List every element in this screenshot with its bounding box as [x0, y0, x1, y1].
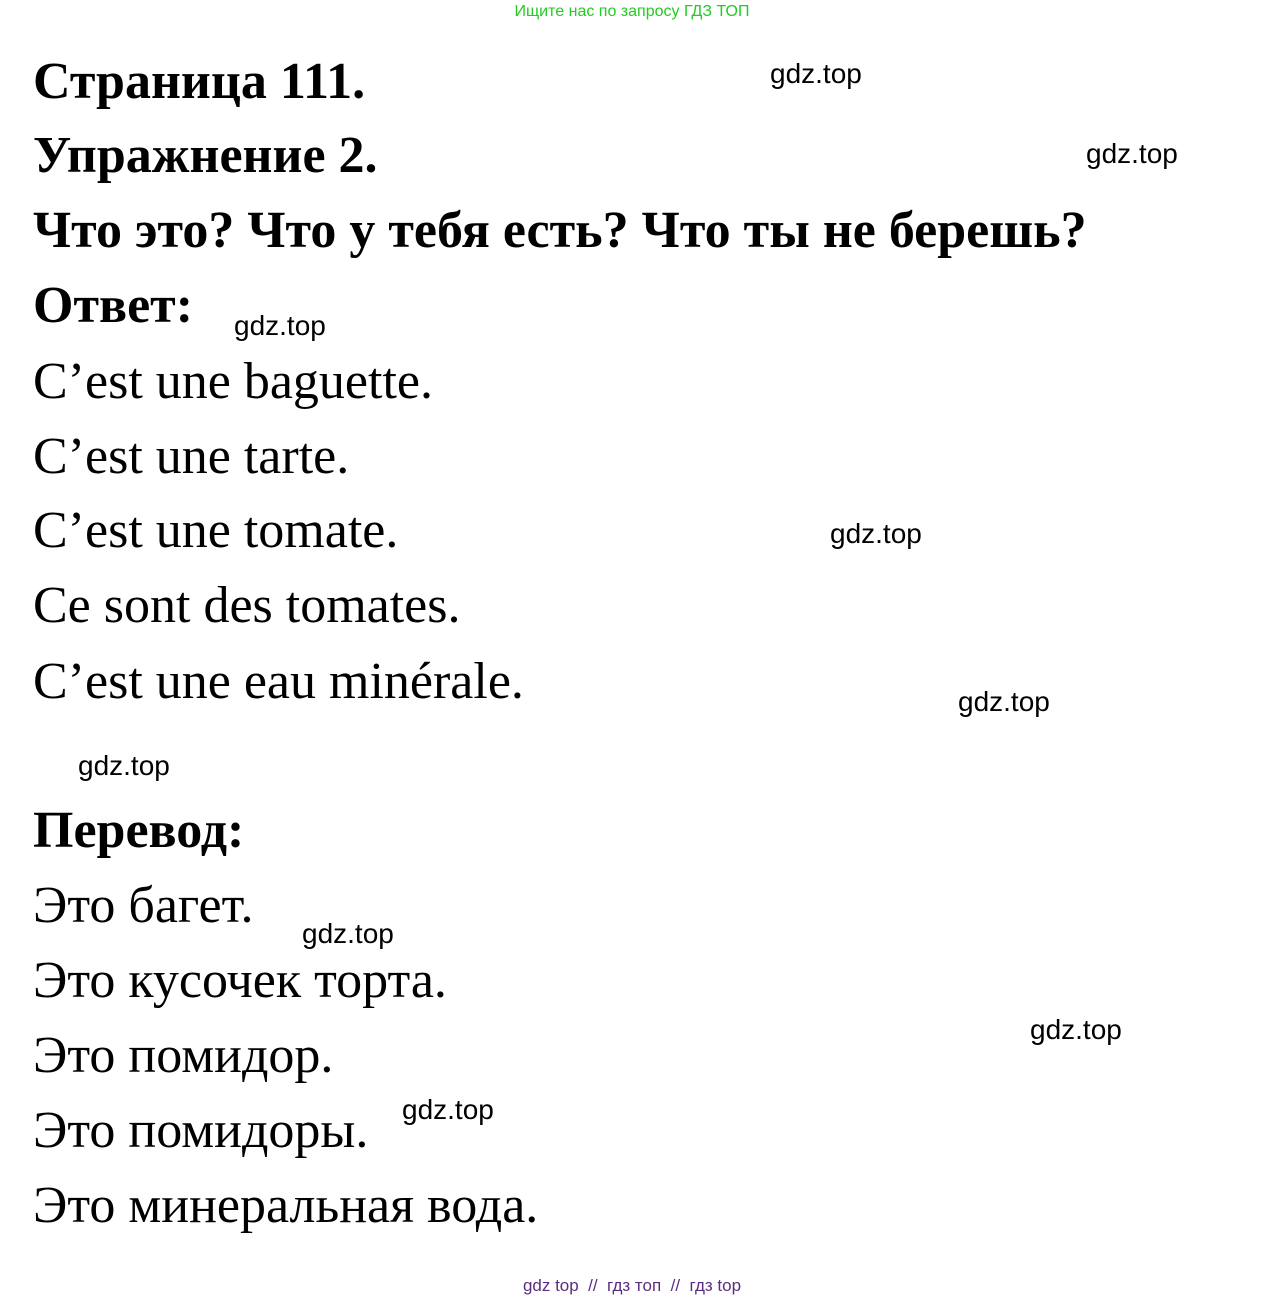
translation-line: Это минеральная вода.	[33, 1177, 539, 1234]
watermark: gdz.top	[770, 58, 862, 89]
watermark: gdz.top	[830, 518, 922, 549]
answer-line: C’est une eau minérale.	[33, 653, 524, 710]
watermark: gdz.top	[958, 686, 1050, 717]
watermark: gdz.top	[234, 310, 326, 341]
answer-line: C’est une tarte.	[33, 428, 350, 485]
answer-label: Ответ:	[33, 277, 194, 334]
translation-line: Это помидоры.	[33, 1102, 369, 1159]
watermark: gdz.top	[302, 918, 394, 949]
page-title: Страница 111.	[33, 53, 366, 110]
watermark: gdz.top	[1030, 1014, 1122, 1045]
translation-line: Это багет.	[33, 877, 254, 934]
top-banner: Ищите нас по запросу ГДЗ ТОП	[514, 3, 750, 20]
watermark: gdz.top	[1086, 138, 1178, 169]
answer-line: Ce sont des tomates.	[33, 577, 461, 634]
translation-line: Это кусочек торта.	[33, 952, 447, 1009]
watermark: gdz.top	[78, 750, 170, 781]
answer-line: C’est une tomate.	[33, 502, 399, 559]
watermark: gdz.top	[402, 1094, 494, 1125]
translation-line: Это помидор.	[33, 1027, 334, 1084]
exercise-title: Упражнение 2.	[33, 127, 378, 184]
translation-label: Перевод:	[33, 802, 245, 859]
answer-line: C’est une baguette.	[33, 353, 433, 410]
footer-links: gdz top // гдз топ // гдз top	[522, 1276, 742, 1295]
task-text: Что это? Что у тебя есть? Что ты не берешь?	[33, 202, 1087, 259]
